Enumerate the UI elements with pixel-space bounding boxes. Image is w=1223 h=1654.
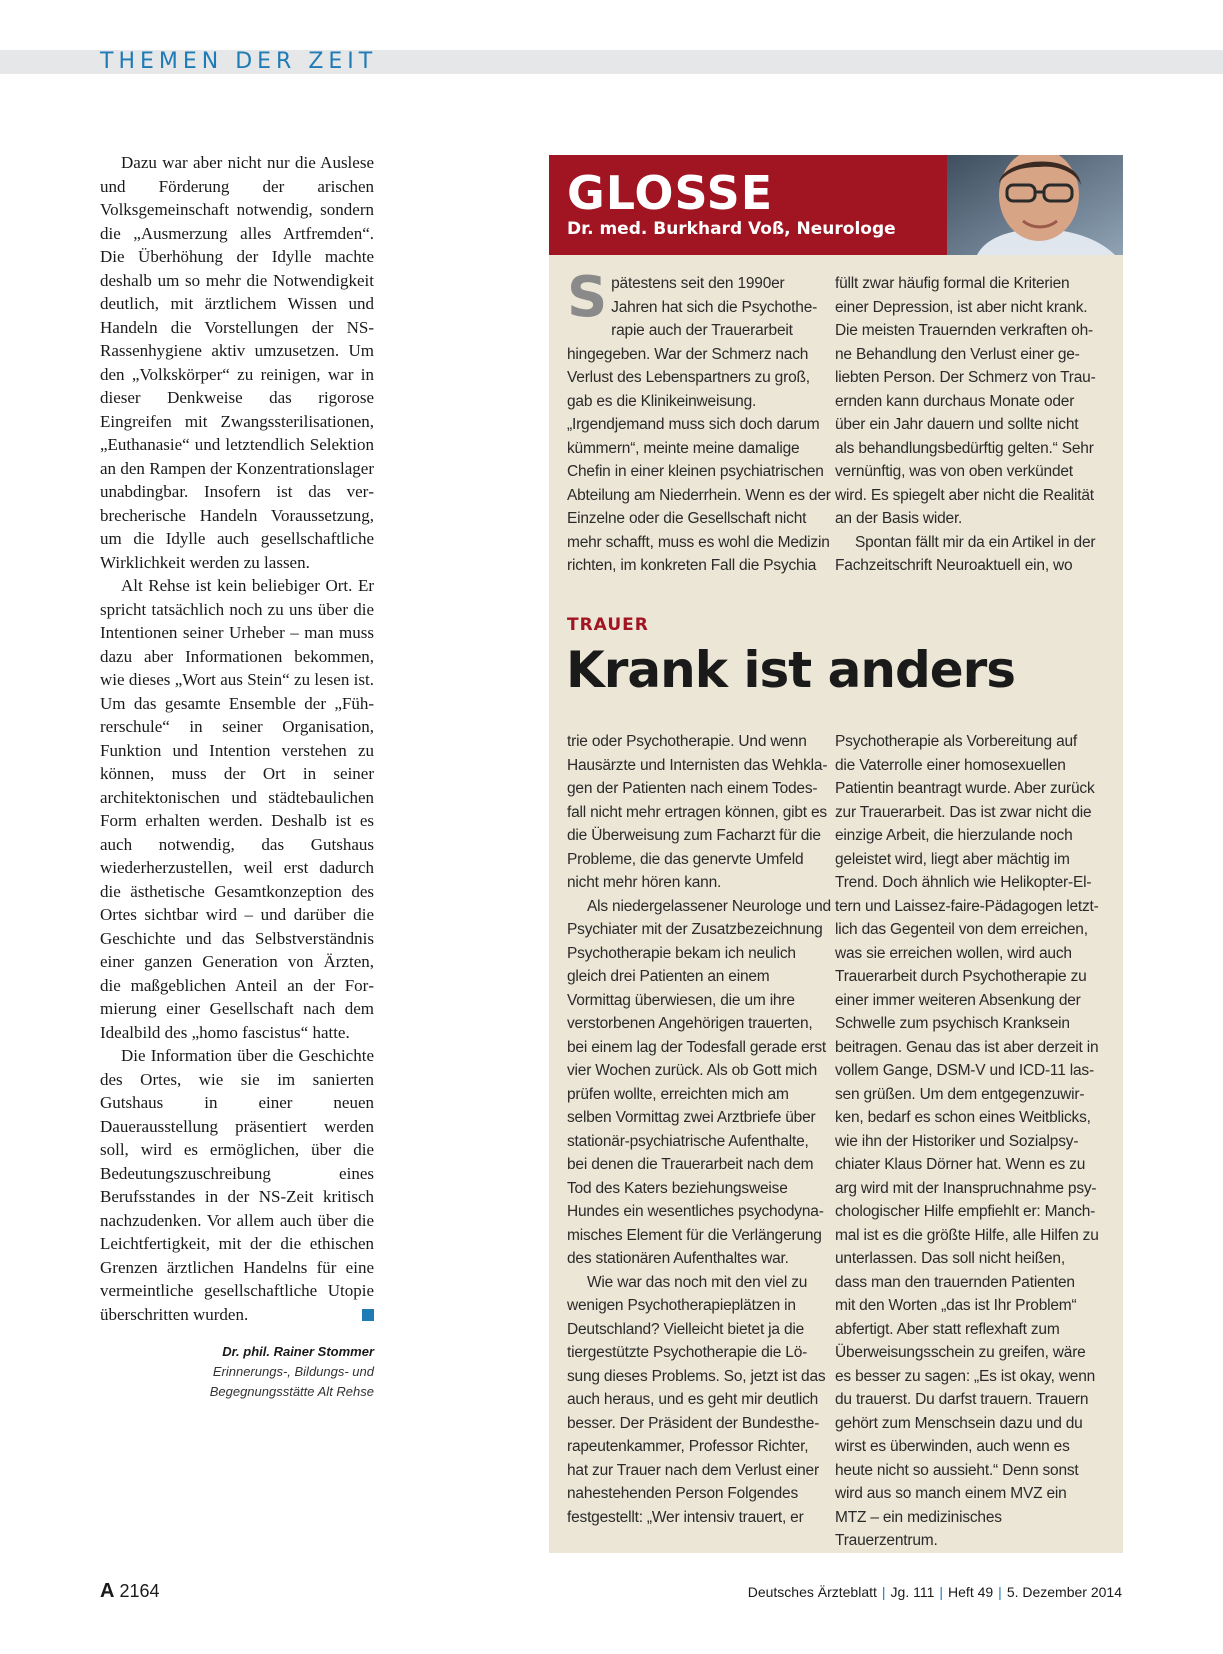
glosse-paragraph: Psychotherapie als Vorbereitung auf die Vaterrolle einer homosexuellen Patientin beantragt wurde. Aber zurück zur Trauerarbeit. Das ist zwar nicht die einzige Arbeit, die hierzulande noch geleistet wird, liegt aber mächtig im Trend. Doch ähnlich wie Helikopter-Eltern und Laissez-faire-Pädagogen letztlich das Gegenteil von dem erreichen, was sie erreichen wollen, wird auch Trauerarbeit durch Psychotherapie zu einer immer weiteren Absenkung der Schwelle zum psychisch Kranksein beitragen. Genau das ist aber derzeit in vollem Gange, DSM-V und ICD-11 lassen grüßen. Um dem entgegenzuwirken, bedarf es schon eines Weitblicks, wie ihn der Historiker und Sozialpsychiater Klaus Dörner hat. Wenn es zu arg wird mit der Inanspruchnahme psychologischer Hilfe empfiehlt er: Manchmal ist es die größte Hilfe, alle Hilfen zu unterlassen. Das soll nicht heißen, dass man den trauernden Patienten mit den Worten „das ist Ihr Problem“ abfertigt. Aber statt reflexhaft zum Überweisungsschein zu greifen, wäre es besser zu sagen: „Es ist okay, wenn du trauerst. Du darfst trauern. Trauern gehört zum Menschsein dazu und du wirst es überwinden, auch wenn es heute nicht so aussieht.“ Denn sonst wird aus so manch einem MVZ ein MTZ – ein medizinisches Trauerzentrum. <box>835 733 1099 1549</box>
left-paragraph: Dazu war aber nicht nur die Auslese und Förderung der arischen Volksgemeinschaft notwendig, sondern die „Ausmerzung alles Artfremden“. Die Überhöhung der Idylle machte deshalb um so mehr die Notwendigkeit deutlich, mit ärztlichem Wissen und Handeln die Vorstellungen der NS-Rassenhygiene aktiv umzusetzen. Um den „Volkskörper“ zu reinigen, war in dieser Denkweise das rigorose Eingreifen mit Zwangssterilisationen, „Euthanasie“ und letztendlich Selektion an den Rampen der Konzentrationslager unabdingbar. Insofern ist das verbrecherische Handeln Voraussetzung, um die Idylle auch gesellschaftliche Wirklichkeit werden zu lassen. <box>100 153 374 572</box>
author-affiliation: Erinnerungs-, Bildungs- und <box>212 1364 374 1379</box>
glosse-paragraph: trie oder Psychotherapie. Und wenn Hausärzte und Internisten das Wehklagen der Patienten nach einem Todesfall nicht mehr ertragen können, gibt es die Überweisung zum Facharzt für die Probleme, die das genervte Umfeld nicht mehr hören kann. <box>567 733 828 891</box>
journal-footer: Deutsches Ärzteblatt | Jg. 111 | Heft 49 | 5. Dezember 2014 <box>747 1584 1122 1600</box>
article-kicker: TRAUER <box>567 615 649 635</box>
page-number <box>100 1580 160 1602</box>
glosse-title: GLOSSE <box>567 166 774 220</box>
author-name: Dr. phil. Rainer Stommer <box>222 1344 374 1359</box>
left-article-column <box>100 151 374 1402</box>
glosse-column-1-top <box>567 265 831 578</box>
journal-date: 5. Dezember 2014 <box>1006 1584 1122 1600</box>
article-headline: Krank ist anders <box>566 641 1016 699</box>
glosse-paragraph: Wie war das noch mit den viel zu wenigen Psychotherapieplätzen in Deutschland? Vielleicht bietet ja die tiergestützte Psychotherapie die Lösung dieses Problems. So, jetzt ist das auch heraus, und es geht mir deutlich besser. Der Präsident der Bundestherapeutenkammer, Professor Richter, hat zur Trauer nach dem Verlust einer nahestehenden Person Folgendes festgestellt: „Wer intensiv trauert, er <box>567 1273 826 1526</box>
glosse-text: pätestens seit den 1990er Jahren hat sich die Psychotherapie auch der Trauerarbeit hingegeben. War der Schmerz nach Verlust des Lebenspartners zu groß, gab es die Klinikeinweisung. „Irgendjemand muss sich doch darum kümmern“, meinte meine damalige Chefin in einer kleinen psychiatrischen Abteilung am Niederrhein. Wenn es der Einzelne oder die Gesellschaft nicht mehr schafft, muss es wohl die Medizin richten, im konkreten Fall die Psychia <box>567 275 831 574</box>
glosse-paragraph: Spontan fällt mir da ein Artikel in der Fachzeitschrift Neuroaktuell ein, wo <box>835 533 1096 574</box>
left-paragraph-text: Die Information über die Geschichte des Ortes, wie sie im sanierten Gutshaus in einer neuen Dauerausstellung präsentiert werden soll, wird es ermöglichen, über die Bedeutungszuschreibung eines Berufsstandes in der NS-Zeit kritisch nachzudenken. Vor allem auch über die Leichtfertigkeit, mit der die ethischen Grenzen ärztlichen Handelns für eine vermeintliche gesellschaftliche Utopie überschritten wurden. <box>100 1046 374 1324</box>
page-number-value: 2164 <box>119 1581 160 1601</box>
end-mark-icon <box>362 1309 374 1321</box>
left-paragraph: Alt Rehse ist kein beliebiger Ort. Er spricht tatsächlich noch zu uns über die Intentionen seiner Urheber – man muss dazu aber Informationen bekommen, wie dieses „Wort aus Stein“ zu lesen ist. Um das gesamte Ensemble der „Führerschule“ in seiner Organisation, Funktion und Intention verstehen zu können, muss der Ort in seiner architektonischen und städtebaulichen Form erhalten werden. Deshalb ist es auch notwendig, das Gutshaus wiederherzustellen, weil erst dadurch die ästhetische Gesamtkonzeption des Ortes sichtbar wird – und darüber die Geschichte und das Selbstverständnis einer ganzen Generation von Ärzten, die maßgeblichen Anteil an der Formierung einer Gesellschaft nach dem Idealbild des „homo fascistus“ hatte. <box>100 576 374 1042</box>
author-portrait <box>947 155 1123 255</box>
journal-volume: Jg. 111 <box>890 1584 935 1600</box>
glosse-paragraph: Als niedergelassener Neurologe und Psychiater mit der Zusatzbezeichnung Psychotherapie bekam ich neulich gleich drei Patienten an einem Vormittag überwiesen, die um ihre verstorbenen Angehörigen trauerten, bei einem lag der Todesfall gerade erst vier Wochen zurück. Als ob Gott mich prüfen wollte, erreichten mich am selben Vormittag zwei Arztbriefe über stationär-psychiatrische Aufenthalte, bei denen die Trauerarbeit nach dem Tod des Katers beziehungsweise Hundes ein wesentliches psychodynamisches Element für die Verlängerung des stationären Aufenthaltes war. <box>567 897 831 1267</box>
section-title: THEMEN DER ZEIT <box>100 49 378 74</box>
journal-issue: Heft 49 <box>948 1584 994 1600</box>
glosse-author: Dr. med. Burkhard Voß, Neurologe <box>567 219 896 239</box>
left-paragraph <box>100 1044 374 1326</box>
glosse-column-2-bottom <box>835 730 1099 1553</box>
page-prefix: A <box>100 1580 115 1602</box>
glosse-column-1-bottom <box>567 730 831 1529</box>
dropcap-letter: S <box>567 265 608 330</box>
journal-name: Deutsches Ärzteblatt <box>747 1584 877 1600</box>
glosse-paragraph: füllt zwar häufig formal die Kriterien einer Depression, ist aber nicht krank. Die meisten Trauernden verkraften ohne Behandlung den Verlust einer geliebten Person. Der Schmerz von Trauernden kann durchaus Monate oder über ein Jahr dauern und sollte nicht als behandlungsbedürftig gelten.“ Sehr vernünftig, was von oben verkündet wird. Es spiegelt aber nicht die Realität an der Basis wider. <box>835 275 1096 527</box>
author-signature <box>100 1342 374 1402</box>
glosse-column-2-top <box>835 272 1099 578</box>
author-affiliation: Begegnungsstätte Alt Rehse <box>209 1384 374 1399</box>
